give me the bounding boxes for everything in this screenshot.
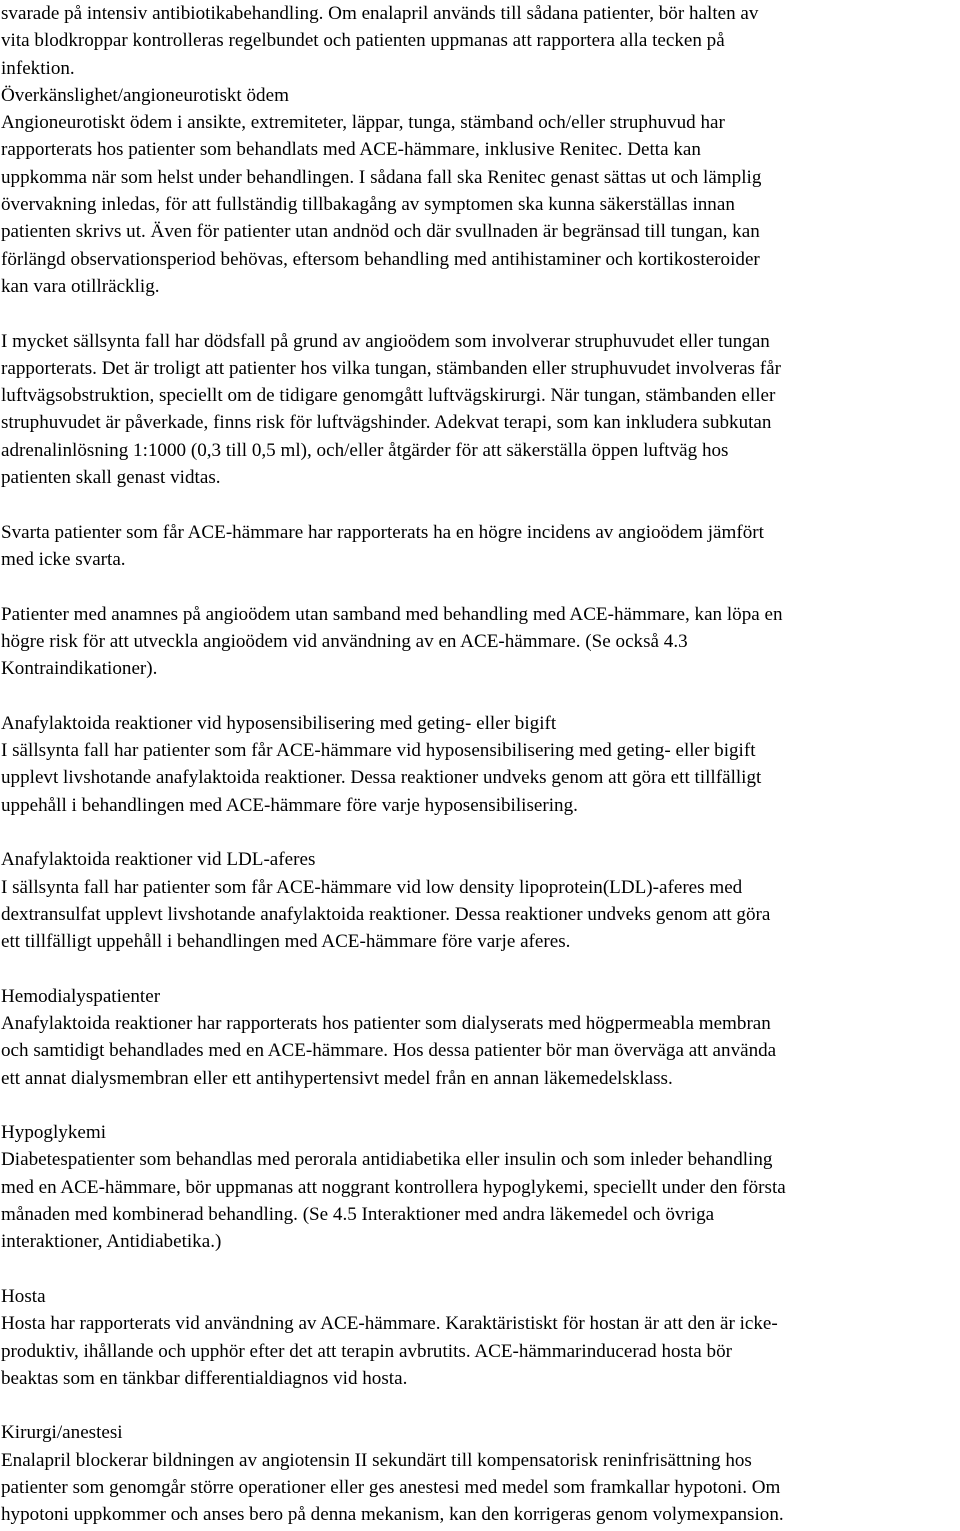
text-line: patienten skall genast vidtas. (1, 467, 221, 489)
hyposensitization-section (1, 710, 958, 819)
paragraph-gap (1, 819, 958, 846)
text-line: hypotoni uppkommer och anses bero på denna mekanism, kan den korrigeras genom volymexpansion. (1, 1504, 784, 1526)
intro-paragraph (1, 0, 958, 82)
hypoglycemia-section (1, 1119, 958, 1255)
text-line: rapporterats. Det är troligt att patienter hos vilka tungan, stämbanden eller struphuvudet involveras får (1, 357, 781, 379)
text-line: Kontraindikationer). (1, 658, 158, 680)
text-line: med en ACE-hämmare, bör uppmanas att noggrant kontrollera hypoglykemi, speciellt under den första (1, 1176, 786, 1198)
text-line: adrenalinlösning 1:1000 (0,3 till 0,5 ml), och/eller åtgärder för att säkerställa öppen luftväg hos (1, 439, 729, 461)
text-line: patienten skrivs ut. Även för patienter utan andnöd och där svullnaden är begränsad till tungan, kan (1, 221, 760, 243)
text-line: dextransulfat upplevt livshotande anafylaktoida reaktioner. Dessa reaktioner undveks genom att göra (1, 903, 771, 925)
section-heading: Anafylaktoida reaktioner vid LDL-aferes (1, 849, 316, 871)
text-line: interaktioner, Antidiabetika.) (1, 1231, 222, 1253)
text-line: svarade på intensiv antibiotikabehandling. Om enalapril används till sådana patienter, bör halten av (1, 3, 759, 24)
paragraph-gap (1, 1092, 958, 1119)
text-line: upplevt livshotande anafylaktoida reaktioner. Dessa reaktioner undveks genom att göra ett tillfälligt (1, 767, 762, 789)
text-line: Diabetespatienter som behandlas med perorala antidiabetika eller insulin och som inleder behandling (1, 1149, 773, 1171)
hemodialysis-section (1, 983, 958, 1092)
section-heading: Överkänslighet/angioneurotiskt ödem (1, 84, 289, 106)
text-line: övervakning inledas, för att fullständig tillbakagång av symptomen ska kunna säkerställas innan (1, 194, 735, 216)
text-line: med icke svarta. (1, 548, 126, 570)
text-line: I sällsynta fall har patienter som får ACE-hämmare vid hyposensibilisering med geting- eller bigift (1, 740, 756, 762)
section-heading: Hemodialyspatienter (1, 985, 161, 1007)
paragraph-gap (1, 955, 958, 982)
paragraph-gap (1, 1256, 958, 1283)
cough-section (1, 1283, 958, 1392)
surgery-anesthesia-section (1, 1419, 958, 1528)
text-line: Anafylaktoida reaktioner har rapporterats hos patienter som dialyserats med högpermeabla membran (1, 1012, 771, 1034)
text-line: kan vara otillräcklig. (1, 275, 160, 297)
paragraph-gap (1, 682, 958, 709)
text-line: infektion. (1, 57, 75, 79)
text-line: Patienter med anamnes på angioödem utan samband med behandling med ACE-hämmare, kan löpa en (1, 603, 783, 625)
text-line: rapporterats hos patienter som behandlats med ACE-hämmare, inklusive Renitec. Detta kan (1, 139, 701, 161)
text-line: struphuvudet är påverkade, finns risk för luftvägshinder. Adekvat terapi, som kan inkludera subkutan (1, 412, 772, 434)
text-line: produktiv, ihållande och upphör efter det att terapin avbrutits. ACE-hämmarinducerad hosta bör (1, 1340, 732, 1362)
text-line: vita blodkroppar kontrolleras regelbundet och patienten uppmanas att rapportera alla tecken på (1, 30, 725, 52)
text-line: ett annat dialysmembran eller ett antihypertensivt medel från en annan läkemedelsklass. (1, 1067, 673, 1089)
paragraph-gap (1, 1392, 958, 1419)
section-heading: Anafylaktoida reaktioner vid hyposensibilisering med geting- eller bigift (1, 712, 557, 734)
black-patients-paragraph (1, 519, 958, 574)
text-line: Enalapril blockerar bildningen av angiotensin II sekundärt till kompensatorisk reninfrisättning hos (1, 1449, 752, 1471)
text-line: patienter som genomgår större operationer eller ges anestesi med medel som framkallar hypotoni. Om (1, 1477, 781, 1499)
history-paragraph (1, 601, 958, 683)
section-heading: Hosta (1, 1285, 46, 1307)
text-line: Hosta har rapporterats vid användning av ACE-hämmare. Karaktäristiskt för hostan är att den är icke- (1, 1313, 778, 1335)
text-line: högre risk för att utveckla angioödem vid användning av en ACE-hämmare. (Se också 4.3 (1, 630, 688, 652)
fatal-cases-paragraph (1, 328, 958, 492)
section-heading: Hypoglykemi (1, 1122, 107, 1144)
text-line: månaden med kombinerad behandling. (Se 4.5 Interaktioner med andra läkemedel och övriga (1, 1204, 715, 1226)
text-line: Angioneurotiskt ödem i ansikte, extremiteter, läppar, tunga, stämband och/eller struphuvud har (1, 112, 725, 134)
text-line: I sällsynta fall har patienter som får ACE-hämmare vid low density lipoprotein(LDL)-aferes med (1, 876, 743, 898)
text-line: och samtidigt behandlades med en ACE-hämmare. Hos dessa patienter bör man överväga att använda (1, 1040, 777, 1062)
text-line: förlängd observationsperiod behövas, eftersom behandling med antihistaminer och kortikosteroider (1, 248, 760, 270)
angioedema-section (1, 82, 958, 300)
ldl-apheresis-section (1, 846, 958, 955)
section-heading: Kirurgi/anestesi (1, 1422, 123, 1444)
text-line: ett tillfälligt uppehåll i behandlingen med ACE-hämmare före varje aferes. (1, 931, 571, 953)
paragraph-gap (1, 573, 958, 600)
text-line: beaktas som en tänkbar differentialdiagnos vid hosta. (1, 1367, 408, 1389)
text-line: Svarta patienter som får ACE-hämmare har rapporterats ha en högre incidens av angioödem jämfört (1, 521, 764, 543)
text-line: uppehåll i behandlingen med ACE-hämmare före varje hyposensibilisering. (1, 794, 578, 816)
paragraph-gap (1, 491, 958, 518)
paragraph-gap (1, 300, 958, 327)
text-line: I mycket sällsynta fall har dödsfall på grund av angioödem som involverar struphuvudet eller tungan (1, 330, 770, 352)
text-line: luftvägsobstruktion, speciellt om de tidigare genomgått luftvägskirurgi. När tungan, stämbanden eller (1, 385, 776, 407)
text-line: uppkomma när som helst under behandlingen. I sådana fall ska Renitec genast sättas ut och lämplig (1, 166, 762, 188)
